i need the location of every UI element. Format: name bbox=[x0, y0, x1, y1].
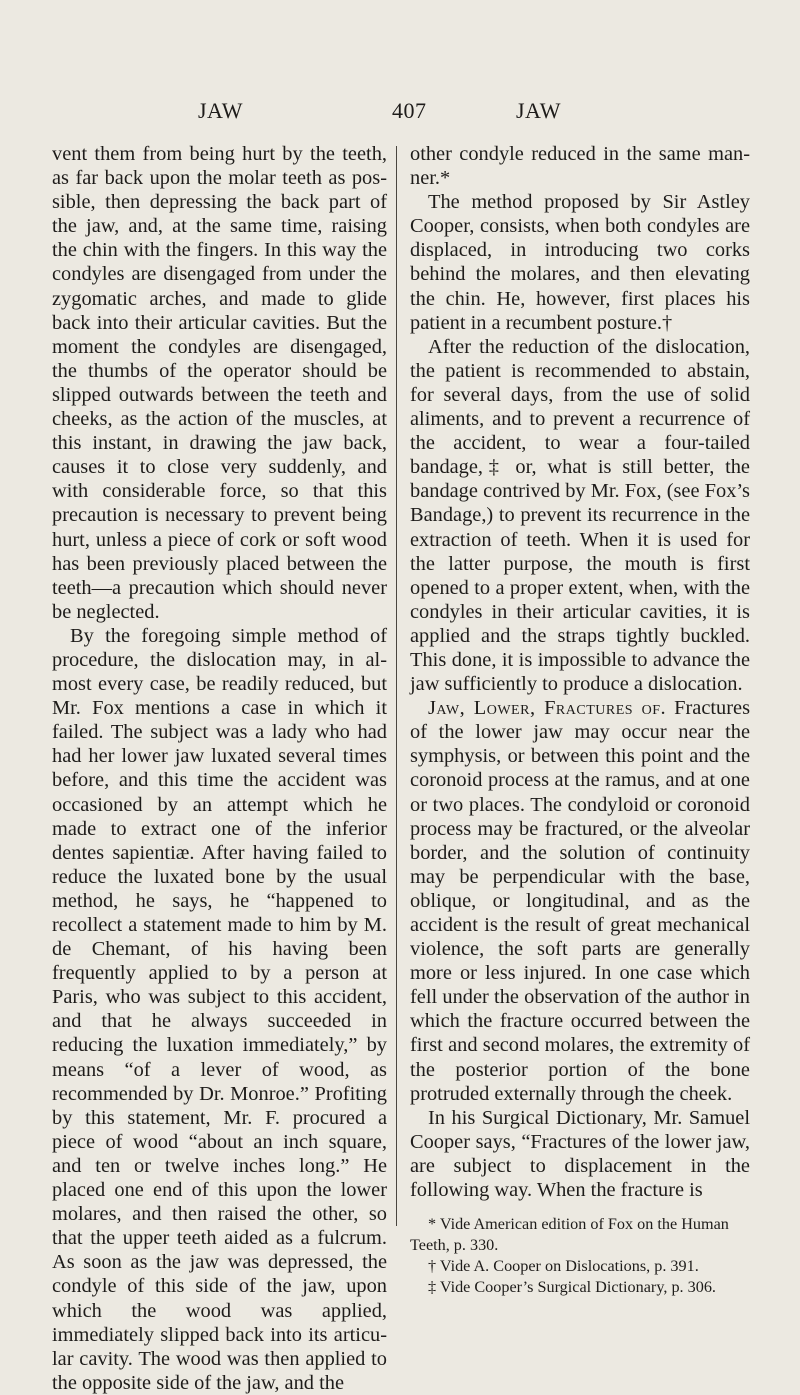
paragraph: After the reduction of the dislocation, the patient is recommended to abstain, for several days, from the use of solid aliments, and to prevent a recurrence of the accident, to wear a four-tailed bandage,‡ or, what is still better, the bandage contrived by Mr. Fox, (see Fox’s Bandage,) to prevent its recurrence in the extraction of teeth. When it is used for the latter purpose, the mouth is first opened to a proper extent, when, with the condyles in their articular cavities, it is applied and the straps tightly buckled. This done, it is impossible to advance the jaw sufficiently to produce a dislocation. bbox=[410, 335, 750, 696]
footnote: ‡ Vide Cooper’s Surgical Dictionary, p. 306. bbox=[428, 1278, 716, 1297]
column-divider bbox=[396, 146, 397, 1226]
paragraph: By the foregoing simple method of procedure, the dislocation may, in almost every case, be readily reduced, but Mr. Fox mentions a case in which it failed. The subject was a lady who had had her lower jaw luxated several times before, and this time the accident was occasioned by an attempt which he made to extract one of the inferior dentes sapientiæ. After having failed to reduce the luxated bone by the usual method, he says, he “happened to recollect a statement made to him by M. de Chemant, of his having been frequently applied to by a person at Paris, who was subject to this accident, and that he always succeeded in reducing the luxation immediately,” by means “of a lever of wood, as recommended by Dr. Monroe.” Profiting by this statement, Mr. F. procured a piece of wood “about an inch square, and ten or twelve inches long.” He placed one end of this upon the lower molares, and then raised the other, so that the upper teeth aided as a fulcrum. As soon as the jaw was depressed, the condyle of this side of the jaw, upon which the wood was applied, immediately slipped back into its articular cavity. The wood was then applied to the opposite side of the jaw, and the bbox=[52, 624, 387, 1394]
left-column bbox=[52, 142, 387, 1395]
running-head bbox=[0, 98, 800, 128]
footnotes bbox=[410, 1214, 750, 1298]
paragraph: other condyle reduced in the same manner.* bbox=[410, 143, 750, 190]
paragraph: The method proposed by Sir Astley Cooper, consists, when both condyles are displaced, in introducing two corks behind the molares, and then elevating the chin. He, however, first places his patient in a recumbent posture.† bbox=[410, 191, 750, 334]
paragraph bbox=[410, 696, 750, 1106]
footnote: * Vide American edition of Fox on the Human Teeth, p. 330. bbox=[410, 1215, 729, 1255]
header-left-word: JAW bbox=[198, 98, 243, 123]
paragraph: vent them from being hurt by the teeth, as far back upon the molar teeth as possible, then depressing the back part of the jaw, and, at the same time, raising the chin with the fingers. In this way the condyles are disengaged from under the zygomatic arches, and made to glide back into their articular cavities. But the moment the condyles are disengaged, the thumbs of the operator should be slipped outwards between the teeth and cheeks, as the action of the muscles, at this instant, in drawing the jaw back, causes it to close very suddenly, and with considerable force, so that this precaution is necessary to prevent being hurt, unless a piece of cork or soft wood has been previously placed between the teeth—a precaution which should never be neglected. bbox=[52, 143, 387, 623]
page-number: 407 bbox=[392, 98, 427, 123]
footnote: † Vide A. Cooper on Dislocations, p. 391. bbox=[428, 1257, 699, 1276]
header-right-word: JAW bbox=[516, 98, 561, 123]
right-column bbox=[410, 142, 750, 1298]
paragraph: In his Surgical Dictionary, Mr. Samuel Cooper says, “Fractures of the lower jaw, are subject to displacement in the following way. When the fracture is bbox=[410, 1106, 750, 1202]
entry-heading: Jaw, Lower, Fractures of. bbox=[428, 697, 667, 720]
entry-text: Fractures of the lower jaw may occur near the symphysis, or between this point and the coronoid process at the ramus, and at one or two places. The condyloid or coronoid process may be fractured, or the alveolar border, and the solution of continuity may be perpendicular with the base, oblique, or longitudinal, and as the accident is the result of great mechanical violence, the soft parts are generally more or less injured. In one case which fell under the observation of the author in which the fracture occurred between the first and second molares, the extremity of the posterior portion of the bone protruded externally through the cheek. bbox=[410, 697, 751, 1105]
